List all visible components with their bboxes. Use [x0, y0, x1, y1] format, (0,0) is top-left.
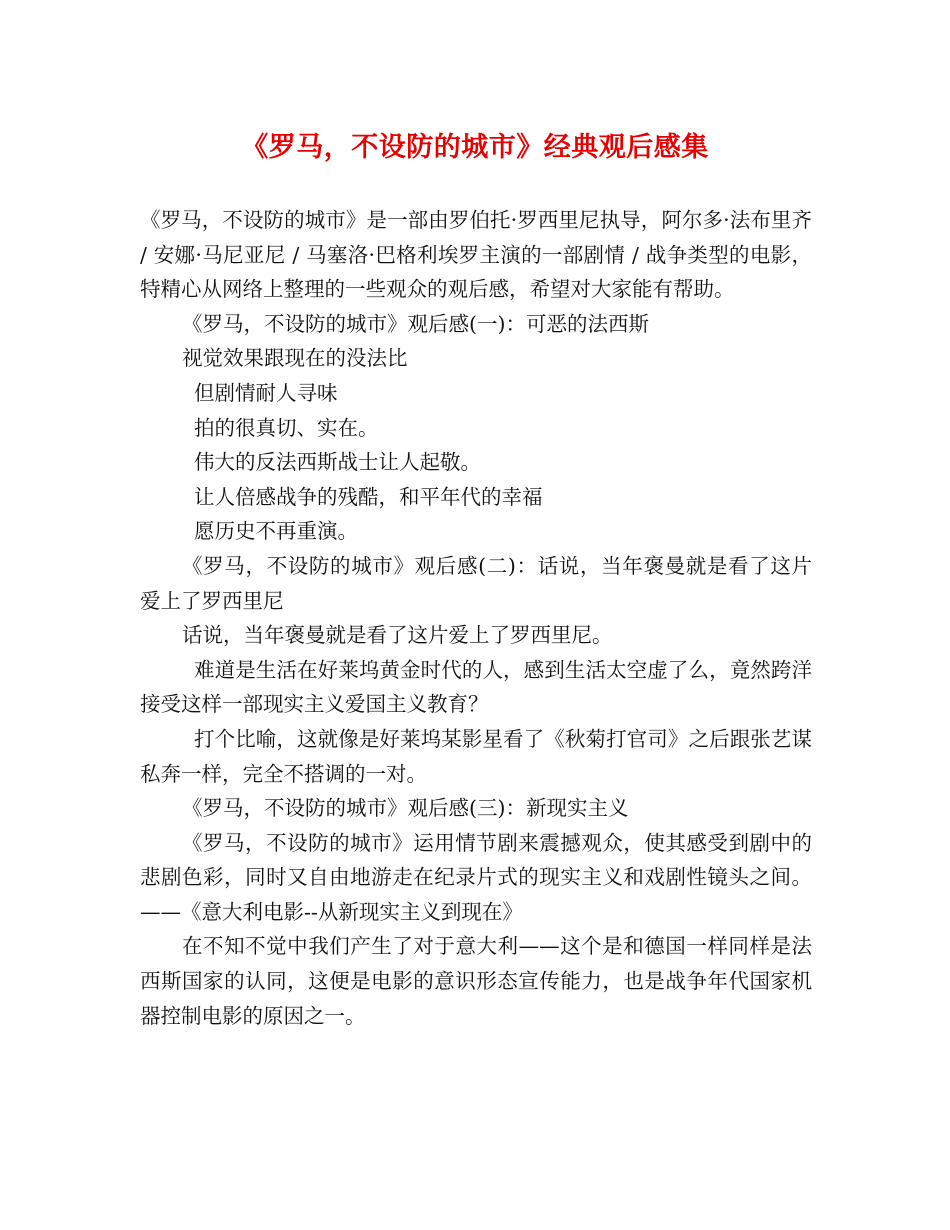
review-1-heading: 《罗马，不设防的城市》观后感(一)：可恶的法西斯: [182, 311, 649, 336]
review-1-line: 让人倍感战争的残酷，和平年代的幸福: [194, 484, 543, 509]
review-1-line: 拍的很真切、实在。: [194, 415, 379, 440]
review-2-paragraph: 话说，当年褒曼就是看了这片爱上了罗西里尼。: [182, 623, 613, 648]
review-1-line: 但剧情耐人寻味: [194, 380, 338, 405]
document-title: 《罗马，不设防的城市》经典观后感集: [241, 132, 709, 163]
review-2-paragraph: 难道是生活在好莱坞黄金时代的人，感到生活太空虚了么，竟然跨洋接受这样一部现实主义爱国主义教育？: [140, 657, 812, 717]
document-body: [140, 203, 812, 1033]
review-1-line: 愿历史不再重演。: [194, 519, 358, 544]
review-3-heading: 《罗马，不设防的城市》观后感(三)：新现实主义: [182, 796, 629, 821]
review-1-line: 视觉效果跟现在的没法比: [182, 346, 408, 371]
review-2-paragraph: 打个比喻，这就像是好莱坞某影星看了《秋菊打官司》之后跟张艺谋私奔一样，完全不搭调的一对。: [140, 726, 812, 786]
intro-paragraph: 《罗马，不设防的城市》是一部由罗伯托·罗西里尼执导，阿尔多·法布里齐 / 安娜·马尼亚尼 / 马塞洛·巴格利埃罗主演的一部剧情 / 战争类型的电影，特精心从网络上整理的一些观众的观后感，希望对大家能有帮助。: [140, 208, 812, 302]
review-1-line: 伟大的反法西斯战士让人起敬。: [194, 450, 481, 475]
review-3-paragraph: 在不知不觉中我们产生了对于意大利——这个是和德国一样同样是法西斯国家的认同，这便是电影的意识形态宣传能力，也是战争年代国家机器控制电影的原因之一。: [140, 934, 812, 1028]
review-3-paragraph: 《罗马，不设防的城市》运用情节剧来震撼观众，使其感受到剧中的悲剧色彩，同时又自由地游走在纪录片式的现实主义和戏剧性镜头之间。——《意大利电影--从新现实主义到现在》: [140, 830, 812, 924]
review-2-heading: 《罗马，不设防的城市》观后感(二)：话说，当年褒曼就是看了这片爱上了罗西里尼: [140, 553, 812, 613]
